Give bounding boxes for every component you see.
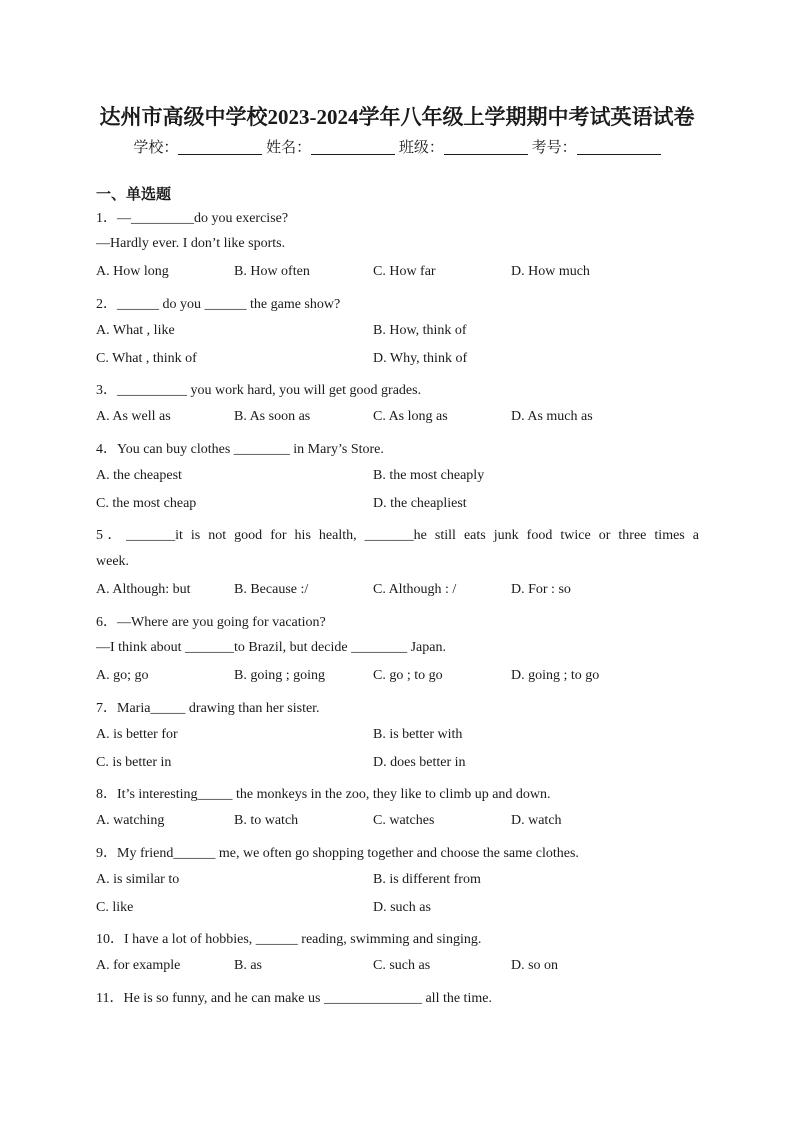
question-4-option-b: B. the most cheaply <box>373 468 485 483</box>
page-title: 达州市高级中学校2023-2024学年八年级上学期期中考试英语试卷 <box>99 105 695 129</box>
question-5-option-a: A. Although: but <box>96 582 191 597</box>
question-6-stem-2: —I think about _______to Brazil, but decide ________ Japan. <box>96 640 446 655</box>
question-1-stem-2: —Hardly ever. I don’t like sports. <box>96 236 286 251</box>
question-9-option-d: D. such as <box>373 900 431 915</box>
question-4-option-c: C. the most cheap <box>96 496 197 511</box>
question-6-option-c: C. go ; to go <box>373 668 443 683</box>
school-blank[interactable] <box>178 140 262 155</box>
question-5-option-b: B. Because :/ <box>234 582 309 597</box>
question-1-option-c: C. How far <box>373 264 436 279</box>
question-4-stem: 4．You can buy clothes ________ in Mary’s Store. <box>96 442 384 457</box>
question-10-option-c: C. such as <box>373 958 431 973</box>
question-6-stem: 6．—Where are you going for vacation? <box>96 615 326 630</box>
question-5-stem: 5．_______it is not good for his health, _______he still eats junk food twice or three times a <box>96 528 699 543</box>
question-8-stem: 8．It’s interesting_____ the monkeys in the zoo, they like to climb up and down. <box>96 787 551 802</box>
question-10-option-a: A. for example <box>96 958 181 973</box>
question-6-option-a: A. go; go <box>96 668 149 683</box>
question-8-option-d: D. watch <box>511 813 562 828</box>
question-3-option-c: C. As long as <box>373 409 448 424</box>
question-6-option-b: B. going ; going <box>234 668 326 683</box>
question-8-option-b: B. to watch <box>234 813 299 828</box>
question-3-option-a: A. As well as <box>96 409 171 424</box>
question-6-option-d: D. going ; to go <box>511 668 600 683</box>
question-7-stem: 7．Maria_____ drawing than her sister. <box>96 701 320 716</box>
question-3-stem: 3．__________ you work hard, you will get good grades. <box>96 383 422 398</box>
question-7-option-b: B. is better with <box>373 727 463 742</box>
question-1-option-b: B. How often <box>234 264 310 279</box>
section-heading: 一、单选题 <box>96 187 172 203</box>
question-2-option-a: A. What , like <box>96 323 175 338</box>
question-9-stem: 9．My friend______ me, we often go shopping together and choose the same clothes. <box>96 846 579 861</box>
question-8-option-c: C. watches <box>373 813 435 828</box>
question-1-option-d: D. How much <box>511 264 590 279</box>
question-9-option-a: A. is similar to <box>96 872 180 887</box>
question-4-option-d: D. the cheapliest <box>373 496 467 511</box>
question-2-option-c: C. What , think of <box>96 351 197 366</box>
number-blank[interactable] <box>577 140 661 155</box>
question-3-option-b: B. As soon as <box>234 409 311 424</box>
school-label: 学校： <box>133 140 179 156</box>
question-11-stem: 11．He is so funny, and he can make us ______________ all the time. <box>96 991 492 1006</box>
class-label: 班级： <box>398 140 444 156</box>
student-info-line <box>0 136 794 157</box>
name-blank[interactable] <box>311 140 395 155</box>
question-9-option-c: C. like <box>96 900 134 915</box>
question-9-option-b: B. is different from <box>373 872 481 887</box>
name-label: 姓名： <box>266 140 312 156</box>
question-2-stem: 2．______ do you ______ the game show? <box>96 297 341 312</box>
question-1-option-a: A. How long <box>96 264 169 279</box>
question-5-option-d: D. For : so <box>511 582 571 597</box>
question-5-stem-2: week. <box>96 554 130 569</box>
question-10-option-d: D. so on <box>511 958 559 973</box>
question-10-option-b: B. as <box>234 958 262 973</box>
question-8-option-a: A. watching <box>96 813 165 828</box>
class-blank[interactable] <box>444 140 528 155</box>
question-3-option-d: D. As much as <box>511 409 593 424</box>
number-label: 考号： <box>531 140 577 156</box>
question-2-option-b: B. How, think of <box>373 323 467 338</box>
question-7-option-c: C. is better in <box>96 755 172 770</box>
question-1-stem: 1．—_________do you exercise? <box>96 211 289 226</box>
question-2-option-d: D. Why, think of <box>373 351 468 366</box>
question-10-stem: 10．I have a lot of hobbies, ______ reading, swimming and singing. <box>96 932 482 947</box>
question-4-option-a: A. the cheapest <box>96 468 182 483</box>
question-5-option-c: C. Although : / <box>373 582 457 597</box>
question-7-option-a: A. is better for <box>96 727 178 742</box>
question-7-option-d: D. does better in <box>373 755 466 770</box>
